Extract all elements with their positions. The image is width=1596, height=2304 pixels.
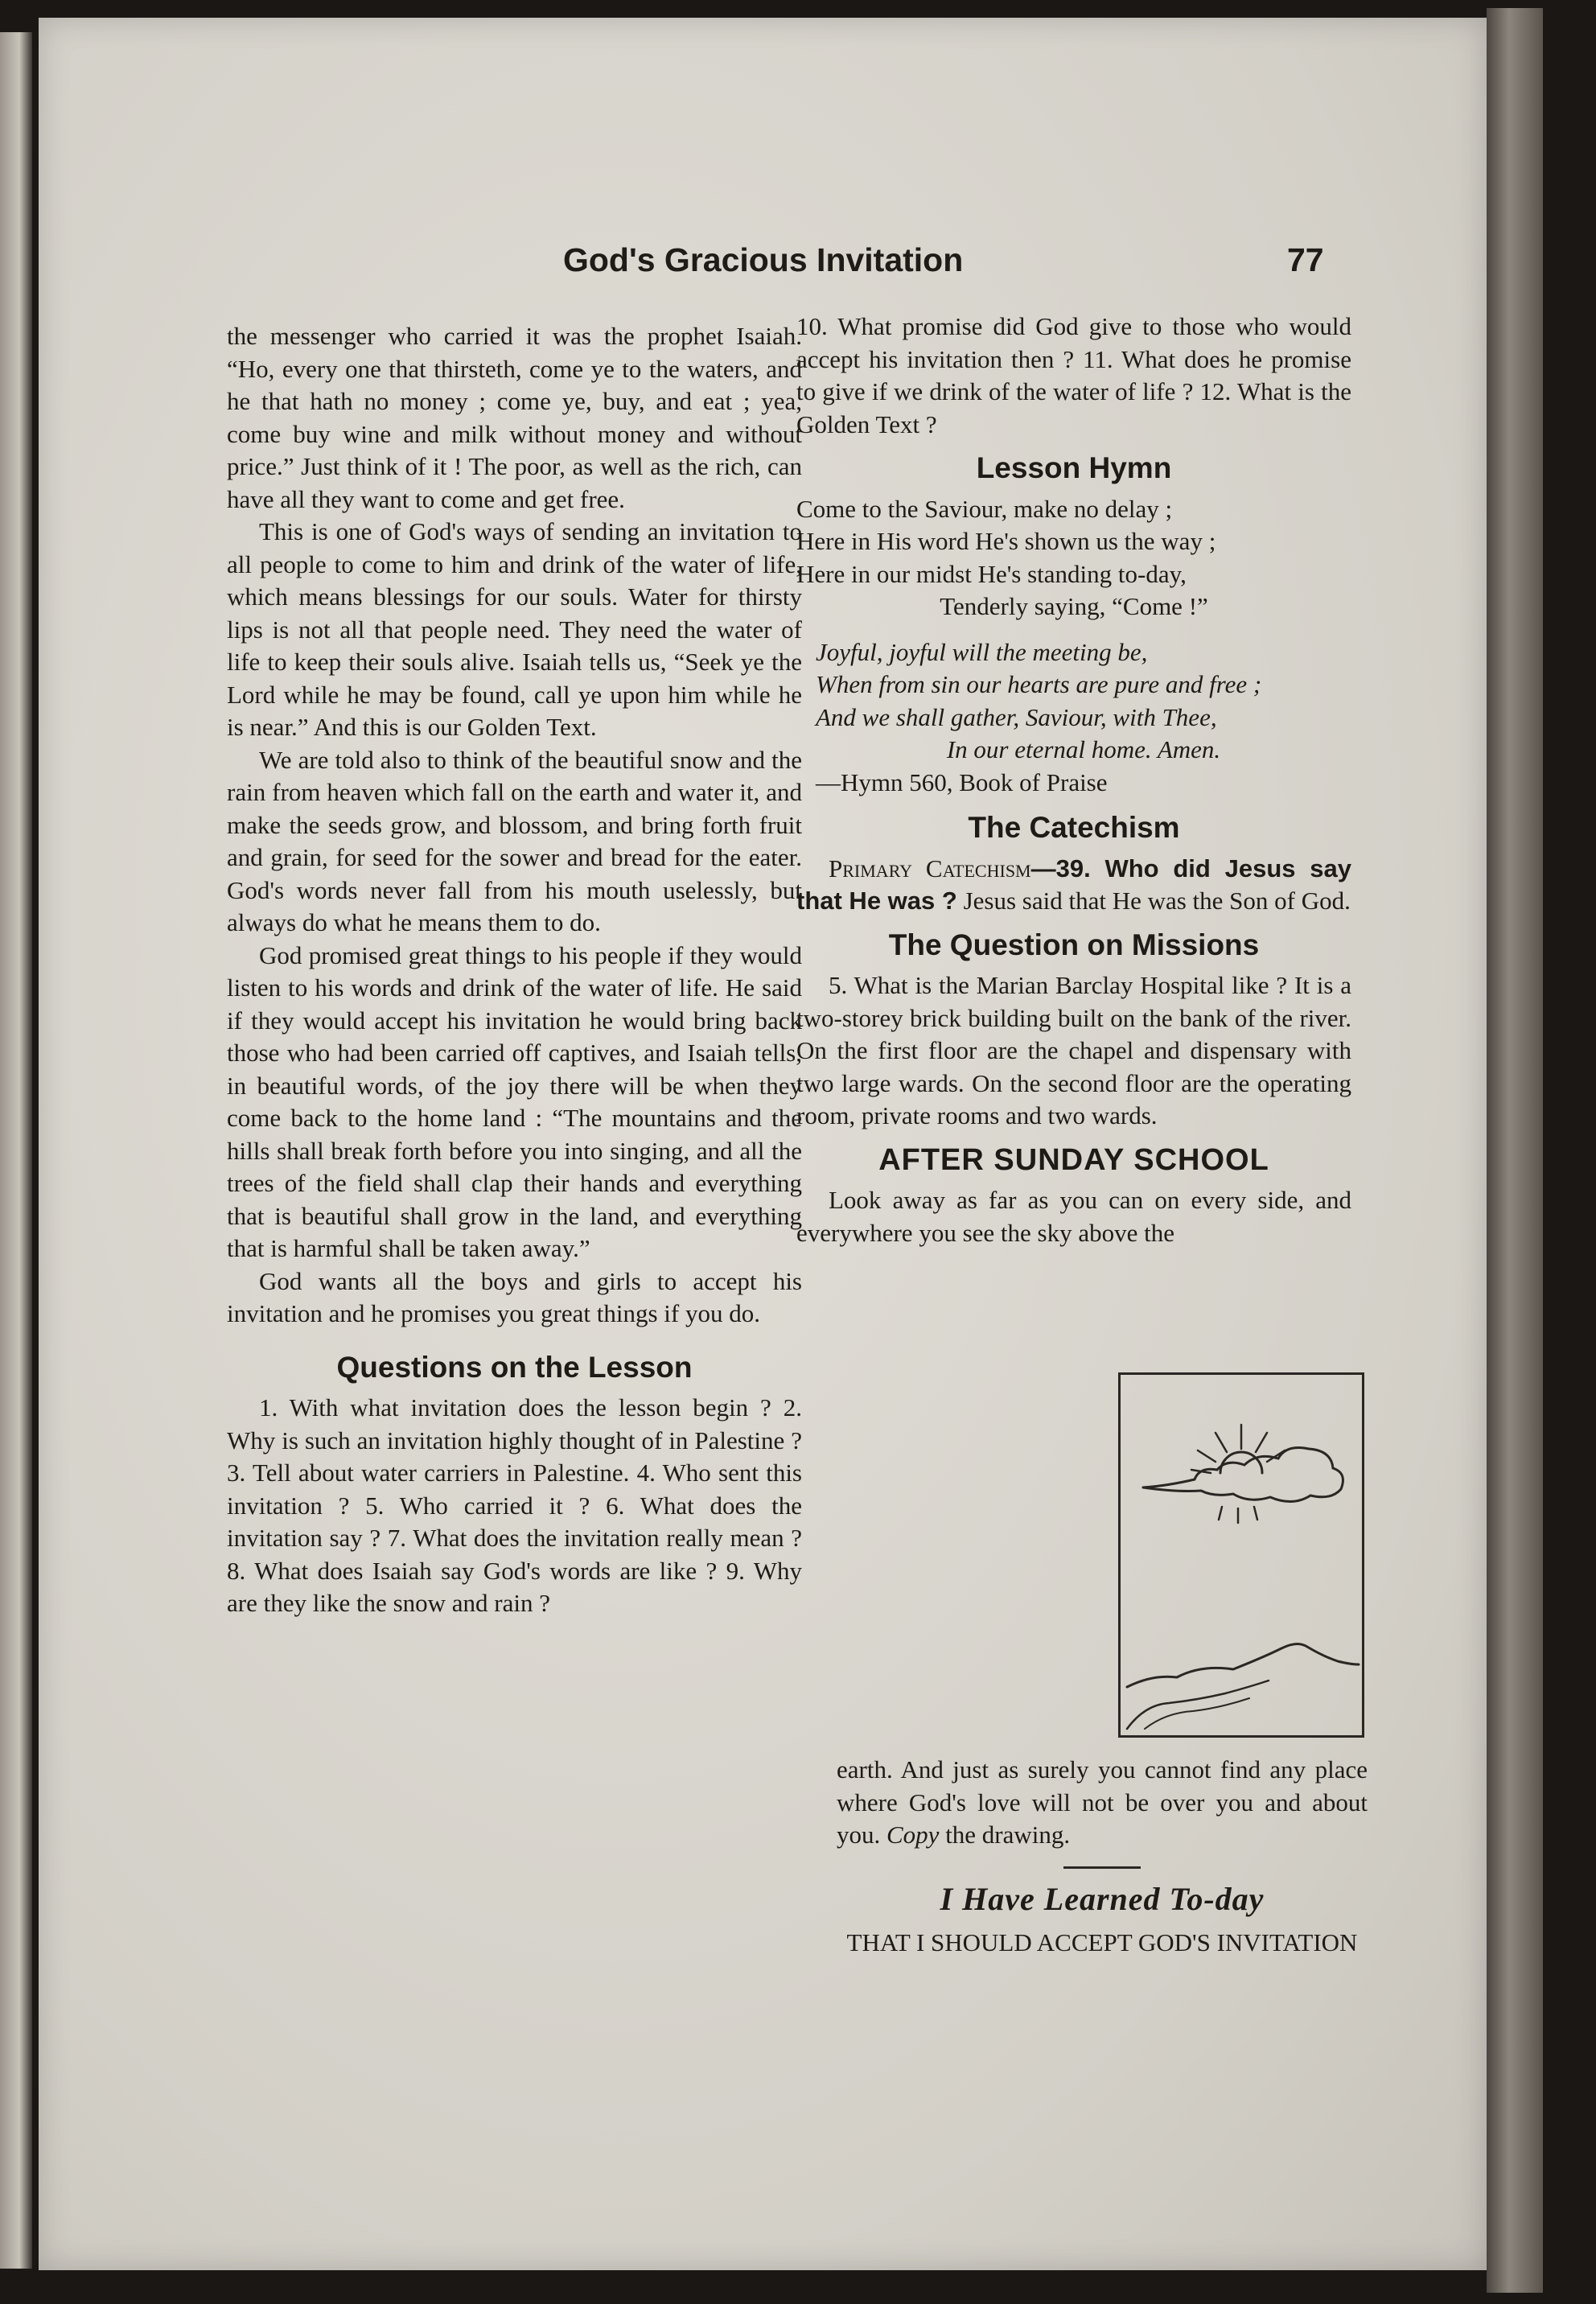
hymn-line: Come to the Saviour, make no delay ; [796,494,1173,523]
after-text-part: earth. And just as surely you cannot find any place where God's love will not be over you and about you. [837,1755,1368,1849]
hymn-verse [796,493,1351,623]
after-drawing-text [837,1754,1368,1959]
sky-drawing [1121,1375,1362,1735]
hymn-line: In our eternal home. Amen. [946,735,1221,763]
river-icon [1127,1681,1269,1729]
divider-rule [1063,1866,1141,1869]
catechism-heading: The Catechism [968,811,1180,844]
hymn-line: Here in our midst He's standing to-day, [796,559,1187,588]
page-number: 77 [1287,241,1324,278]
cloud-icon [1143,1448,1343,1502]
left-page-edge [0,32,32,2269]
hymn-source: —Hymn 560, Book of Praise [816,767,1108,796]
learned-text: THAT I SHOULD ACCEPT GOD'S INVITATION [846,1928,1358,1956]
missions-heading: The Question on Missions [888,928,1260,961]
left-column [227,320,802,1620]
book-edge [1487,8,1543,2293]
catechism-question: —39. Who did Jesus say that He was ? [796,854,1351,915]
after-text: Look away as far as you can on every side, and everywhere you see the sky above the [796,1186,1351,1247]
questions-text: 1. With what invitation does the lesson begin ? 2. Why is such an invitation highly thought of in Palestine ? 3. Tell about water carriers in Palestine. 4. Who sent this invitation ? 5. Who carried it ? 6. What does the invitation say ? 7. What does the invitation really mean ? 8. What does Isaiah say God's words are like ? 9. Why are they like the snow and rain ? [227,1393,802,1617]
running-head: God's Gracious Invitation [563,241,964,278]
after-text-part: the drawing. [945,1821,1071,1849]
lesson-paragraph: the messenger who carried it was the prophet Isaiah. “Ho, every one that thirsteth, come ye to the waters, and he that hath no money ; come ye, buy, and eat ; yea, come buy wine and milk without money and without price.” Just think of it ! The poor, as well as the rich, can have all they want to come and get free. [227,322,802,513]
right-column [796,311,1351,1249]
hymn-chorus [796,636,1351,800]
missions-text: 5. What is the Marian Barclay Hospital like ? It is a two-storey brick building built on the bank of the river. On the first floor are the chapel and dispensary with two large wards. On the second floor are the operating room, private rooms and two wards. [796,971,1351,1129]
questions-continued: 10. What promise did God give to those who would accept his invitation then ? 11. What does he promise to give if we drink of the water of life ? 12. What is the Golden Text ? [796,312,1351,438]
after-text [837,1754,1368,1852]
hills-icon [1127,1644,1359,1687]
questions-heading: Questions on the Lesson [336,1350,693,1384]
copy-word: Copy [886,1821,940,1849]
hymn-line: When from sin our hearts are pure and free ; [816,670,1262,698]
catechism-label: Primary Catechism [829,854,1031,883]
lesson-paragraph: God wants all the boys and girls to accept his invitation and he promises you great things if you do. [227,1266,802,1327]
catechism-entry [796,853,1351,918]
lesson-paragraph: We are told also to think of the beautiful snow and the rain from heaven which fall on the earth and water it, and make the seeds grow, and blossom, and bring forth fruit and grain, for seed for the sower and bread for the eater. God's words never fall from his mouth uselessly, but always do what he means them to do. [227,745,802,936]
rain-dashes [1219,1507,1257,1523]
sun-rays [1191,1425,1285,1473]
hymn-line: Tenderly saying, “Come !” [940,592,1208,620]
learned-heading: I Have Learned To-day [940,1880,1265,1917]
drawing-frame [1118,1372,1364,1738]
hymn-line: Joyful, joyful will the meeting be, [816,637,1148,666]
hymn-line: Here in His word He's shown us the way ; [796,527,1216,555]
after-sunday-school-heading: AFTER SUNDAY SCHOOL [878,1142,1269,1177]
lesson-paragraph: God promised great things to his people if they would listen to his words and drink of the water of life. He said if they would accept his invitation he would bring back those who had been carried off captives, and Isaiah tells, in beautiful words, of the joy there will be when they come back to the home land : “The mountains and the hills shall break forth before you into singing, and all the trees of the field shall clap their hands and everything that is beautiful shall grow in the land, and everything that is harmful shall be taken away.” [227,940,802,1262]
hymn-heading: Lesson Hymn [976,451,1172,484]
catechism-answer: Jesus said that He was the Son of God. [963,887,1351,915]
lesson-paragraph: This is one of God's ways of sending an invitation to all people to come to him and drink of the water of life, which means blessings for our souls. Water for thirsty lips is not all that people need. They need the water of life to keep their souls alive. Isaiah tells us, “Seek ye the Lord while he may be found, call ye upon him while he is near.” And this is our Golden Text. [227,517,802,741]
hymn-line: And we shall gather, Saviour, with Thee, [816,702,1217,731]
